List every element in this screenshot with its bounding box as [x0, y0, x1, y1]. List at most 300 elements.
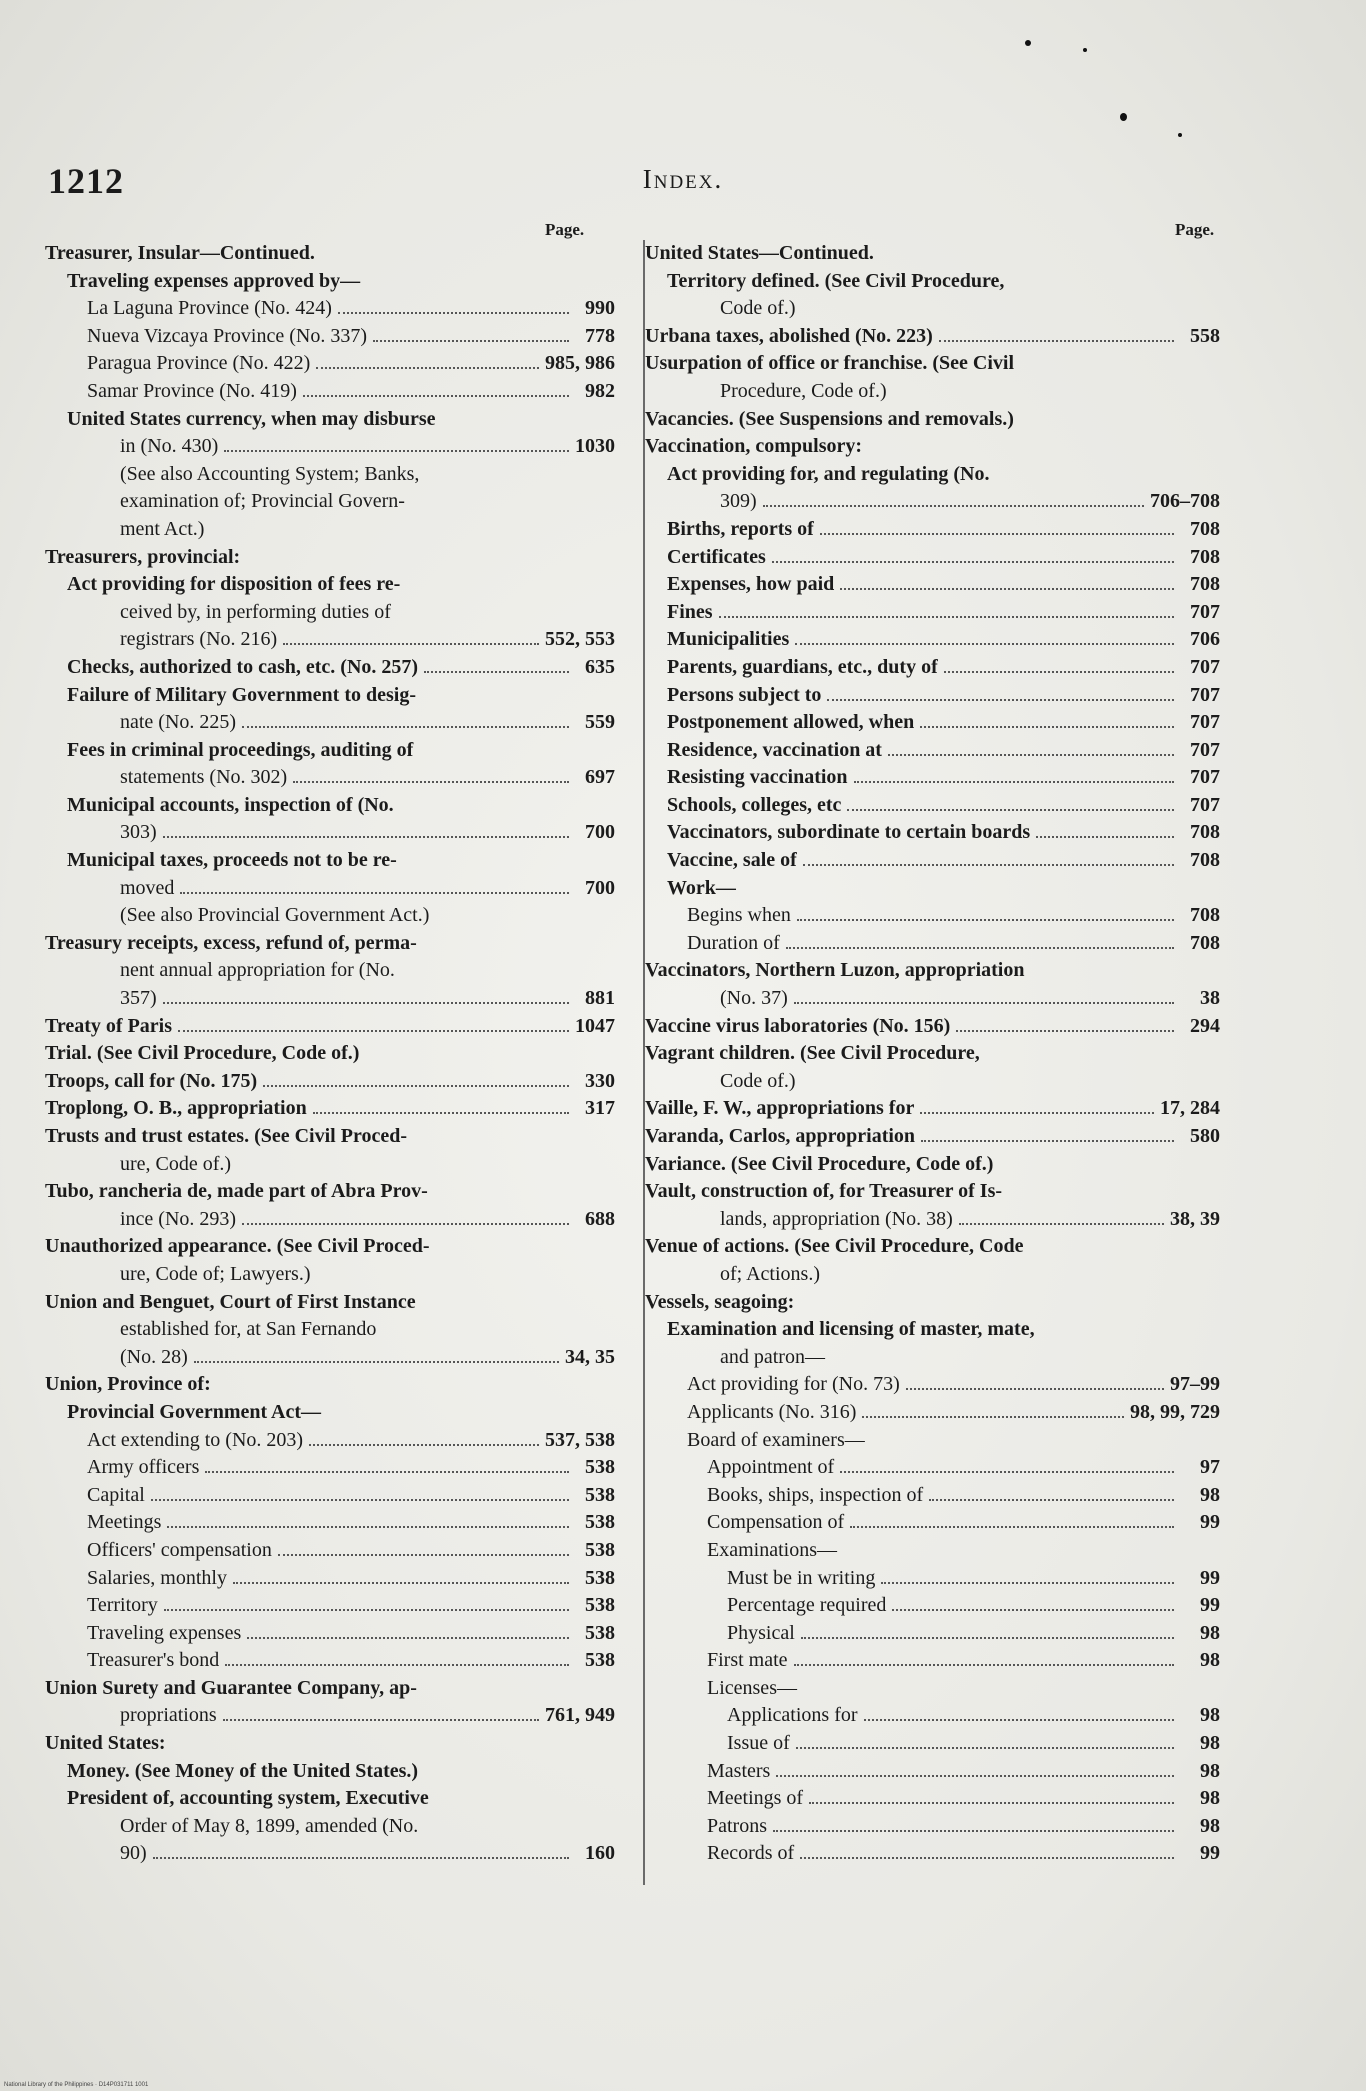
index-entry [645, 1509, 1220, 1537]
index-entry [645, 323, 1220, 351]
index-entry-text: Postponement allowed, when [667, 711, 915, 734]
leader-dots [800, 1857, 1174, 1859]
index-entry [645, 1261, 1220, 1289]
index-entry [45, 599, 615, 627]
index-entry-text: Capital [87, 1483, 145, 1506]
index-entry-page: 330 [585, 1069, 615, 1092]
index-entry [45, 1344, 615, 1372]
index-entry [645, 764, 1220, 792]
index-entry [645, 930, 1220, 958]
index-entry-page: 98 [1200, 1483, 1220, 1506]
index-entry-text: Venue of actions. (See Civil Procedure, Code [645, 1235, 1024, 1258]
index-entry [45, 930, 615, 958]
index-entry-text: Urbana taxes, abolished (No. 223) [645, 324, 933, 347]
index-entry-text: examination of; Provincial Govern- [120, 490, 405, 513]
leader-dots [309, 1444, 539, 1446]
index-entry-page: 99 [1200, 1566, 1220, 1589]
index-entry-text: Checks, authorized to cash, etc. (No. 257) [67, 655, 419, 678]
index-entry [645, 957, 1220, 985]
index-entry-page: 317 [585, 1097, 615, 1120]
leader-dots [424, 671, 569, 673]
index-entry-page: 98 [1200, 1759, 1220, 1782]
leader-dots [772, 561, 1174, 563]
index-entry [645, 516, 1220, 544]
index-entry-page: 688 [585, 1207, 615, 1230]
index-entry-text: Appointment of [707, 1456, 835, 1479]
index-entry-page: 552, 553 [545, 628, 615, 651]
index-entry [45, 1123, 615, 1151]
index-entry [45, 1095, 615, 1123]
index-entry-text: Applications for [727, 1704, 858, 1727]
index-entry-text: Patrons [707, 1814, 767, 1837]
leader-dots [1036, 836, 1174, 838]
leader-dots [801, 1637, 1174, 1639]
leader-dots [233, 1582, 569, 1584]
index-entry [645, 1040, 1220, 1068]
index-entry-text: moved [120, 876, 175, 899]
leader-dots [921, 1140, 1174, 1142]
index-entry [645, 406, 1220, 434]
index-entry [645, 1013, 1220, 1041]
index-entry-page: 98 [1200, 1787, 1220, 1810]
leader-dots [840, 1471, 1174, 1473]
index-entry-text: registrars (No. 216) [120, 628, 278, 651]
index-entry [45, 654, 615, 682]
leader-dots [797, 919, 1174, 921]
left-index-column [45, 240, 615, 1868]
index-entry-page: 708 [1190, 573, 1220, 596]
index-entry [45, 1399, 615, 1427]
index-entry-text: Parents, guardians, etc., duty of [667, 655, 938, 678]
index-entry [45, 1206, 615, 1234]
index-entry-page: 98, 99, 729 [1130, 1400, 1220, 1423]
index-entry-text: Municipal taxes, proceeds not to be re- [67, 849, 397, 872]
index-entry-text: Vaccination, compulsory: [645, 435, 863, 458]
leader-dots [247, 1637, 569, 1639]
index-entry [45, 957, 615, 985]
leader-dots [820, 533, 1174, 535]
leader-dots [929, 1499, 1174, 1501]
index-entry-text: Municipal accounts, inspection of (No. [67, 793, 394, 816]
index-entry-text: Residence, vaccination at [667, 738, 882, 761]
index-entry-text: Unauthorized appearance. (See Civil Proced- [45, 1235, 430, 1258]
index-entry [645, 268, 1220, 296]
index-entry-text: Certificates [667, 545, 766, 568]
leader-dots [316, 367, 539, 369]
index-entry-text: ure, Code of.) [120, 1152, 232, 1175]
index-entry-page: 17, 284 [1160, 1097, 1220, 1120]
ink-speck [1083, 48, 1087, 52]
index-entry [45, 792, 615, 820]
leader-dots [151, 1499, 569, 1501]
index-entry [645, 295, 1220, 323]
index-entry-page: 708 [1190, 904, 1220, 927]
index-entry [645, 654, 1220, 682]
leader-dots [794, 1664, 1174, 1666]
leader-dots [959, 1223, 1164, 1225]
index-entry-page: 537, 538 [545, 1428, 615, 1451]
index-entry-text: Vault, construction of, for Treasurer of Is- [645, 1180, 1003, 1203]
leader-dots [167, 1526, 569, 1528]
index-entry-text: Union and Benguet, Court of First Instance [45, 1290, 416, 1313]
leader-dots [719, 616, 1174, 618]
index-entry-page: 294 [1190, 1014, 1220, 1037]
leader-dots [920, 726, 1174, 728]
index-entry-text: Usurpation of office or franchise. (See Civil [645, 352, 1015, 375]
index-entry-text: Applicants (No. 316) [687, 1400, 857, 1423]
index-entry-page: 707 [1190, 766, 1220, 789]
index-entry-text: ment Act.) [120, 517, 205, 540]
index-entry-text: ince (No. 293) [120, 1207, 237, 1230]
index-entry-page: 708 [1190, 931, 1220, 954]
index-entry [645, 1233, 1220, 1261]
leader-dots [338, 312, 569, 314]
page-number: 1212 [48, 161, 124, 201]
leader-dots [809, 1802, 1174, 1804]
leader-dots [794, 1002, 1174, 1004]
index-entry-page: 778 [585, 324, 615, 347]
index-entry-text: Act extending to (No. 203) [87, 1428, 304, 1451]
index-entry-page: 97–99 [1170, 1373, 1220, 1396]
index-entry [45, 1371, 615, 1399]
index-entry-page: 697 [585, 766, 615, 789]
index-entry [45, 1537, 615, 1565]
index-entry-text: Books, ships, inspection of [707, 1483, 924, 1506]
index-entry-text: Fees in criminal proceedings, auditing of [67, 738, 414, 761]
index-entry-text: Births, reports of [667, 517, 814, 540]
index-entry-text: Act providing for (No. 73) [687, 1373, 900, 1396]
leader-dots [827, 699, 1174, 701]
index-entry [45, 1013, 615, 1041]
index-entry [645, 433, 1220, 461]
leader-dots [163, 836, 569, 838]
leader-dots [263, 1085, 569, 1087]
index-entry-page: 881 [585, 987, 615, 1010]
index-entry-text: Trusts and trust estates. (See Civil Proced- [45, 1125, 407, 1147]
index-entry [45, 1813, 615, 1841]
index-entry [645, 1068, 1220, 1096]
leader-dots [881, 1582, 1174, 1584]
leader-dots [862, 1416, 1124, 1418]
index-entry [645, 985, 1220, 1013]
leader-dots [850, 1526, 1174, 1528]
index-entry-page: 99 [1200, 1594, 1220, 1617]
index-entry-text: United States currency, when may disburse [67, 407, 436, 430]
index-entry [645, 1758, 1220, 1786]
index-entry-page: 708 [1190, 545, 1220, 568]
index-entry-page: 982 [585, 379, 615, 402]
index-entry [645, 1565, 1220, 1593]
index-entry-text: Territory defined. (See Civil Procedure, [667, 269, 1005, 292]
index-entry-text: Troplong, O. B., appropriation [45, 1097, 307, 1120]
index-entry-text: Union Surety and Guarantee Company, ap- [45, 1676, 417, 1699]
index-entry-text: Nueva Vizcaya Province (No. 337) [87, 324, 367, 347]
index-entry-text: Variance. (See Civil Procedure, Code of.) [645, 1152, 994, 1175]
index-entry [45, 819, 615, 847]
index-entry-text: Money. (See Money of the United States.) [67, 1759, 419, 1782]
index-entry-text: nate (No. 225) [120, 711, 237, 734]
index-entry [45, 1675, 615, 1703]
index-entry-text: President of, accounting system, Executive [67, 1787, 429, 1810]
index-entry [45, 1068, 615, 1096]
index-entry [45, 1178, 615, 1206]
leader-dots [180, 892, 569, 894]
index-entry-text: 357) [120, 987, 157, 1010]
index-entry-page: 538 [585, 1594, 615, 1617]
index-entry [645, 1702, 1220, 1730]
index-entry-text: United States—Continued. [645, 242, 874, 264]
index-entry [45, 1565, 615, 1593]
index-entry [645, 1316, 1220, 1344]
leader-dots [773, 1830, 1174, 1832]
index-entry-page: 99 [1200, 1842, 1220, 1865]
index-entry-page: 700 [585, 876, 615, 899]
index-entry [45, 985, 615, 1013]
leader-dots [888, 754, 1174, 756]
index-entry-page: 707 [1190, 738, 1220, 761]
index-entry [645, 1647, 1220, 1675]
index-entry-text: Code of.) [720, 1069, 796, 1092]
index-entry-page: 98 [1200, 1814, 1220, 1837]
index-entry-page: 98 [1200, 1649, 1220, 1672]
index-entry-text: Vaille, F. W., appropriations for [645, 1097, 915, 1120]
index-entry-text: statements (No. 302) [120, 766, 288, 789]
index-entry [45, 875, 615, 903]
index-entry-page: 160 [585, 1842, 615, 1865]
index-entry-page: 1047 [575, 1014, 615, 1037]
index-entry-text: Licenses— [707, 1676, 797, 1699]
index-entry-text: lands, appropriation (No. 38) [720, 1207, 953, 1230]
index-entry-text: United States: [45, 1732, 166, 1755]
leader-dots [864, 1719, 1174, 1721]
index-entry [45, 433, 615, 461]
index-entry-page: 98 [1200, 1732, 1220, 1755]
index-entry [645, 792, 1220, 820]
leader-dots [854, 781, 1174, 783]
index-entry [645, 240, 1220, 268]
index-entry [645, 875, 1220, 903]
index-entry-page: 538 [585, 1621, 615, 1644]
index-entry-page: 707 [1190, 793, 1220, 816]
leader-dots [796, 1747, 1174, 1749]
index-entry [45, 1840, 615, 1868]
leader-dots [956, 1030, 1174, 1032]
leader-dots [278, 1554, 569, 1556]
leader-dots [223, 1719, 539, 1721]
index-entry [645, 1813, 1220, 1841]
index-entry [645, 350, 1220, 378]
leader-dots [163, 1002, 569, 1004]
index-entry-text: Traveling expenses [87, 1621, 242, 1644]
index-entry-page: 558 [1190, 324, 1220, 347]
index-entry [45, 571, 615, 599]
index-entry [45, 1427, 615, 1455]
index-entry [645, 1206, 1220, 1234]
index-entry-text: La Laguna Province (No. 424) [87, 297, 332, 320]
index-entry [45, 847, 615, 875]
index-entry-text: Board of examiners— [687, 1428, 865, 1451]
index-entry [45, 1289, 615, 1317]
index-entry-text: Treasury receipts, excess, refund of, perma- [45, 931, 417, 954]
index-entry [645, 682, 1220, 710]
index-entry [45, 1454, 615, 1482]
index-entry-text: Territory [87, 1594, 158, 1617]
index-entry [45, 461, 615, 489]
index-entry-text: 309) [720, 490, 757, 513]
index-entry-text: established for, at San Fernando [120, 1318, 377, 1341]
index-entry-page: 538 [585, 1511, 615, 1534]
index-entry [645, 1675, 1220, 1703]
index-entry [645, 378, 1220, 406]
index-entry [45, 1758, 615, 1786]
index-entry [45, 1702, 615, 1730]
index-entry-text: nent annual appropriation for (No. [120, 959, 395, 982]
index-entry [45, 1040, 615, 1068]
index-entry [45, 240, 615, 268]
index-entry-text: Officers' compensation [87, 1538, 272, 1561]
index-entry [645, 902, 1220, 930]
index-entry-text: Must be in writing [727, 1566, 876, 1589]
index-entry-text: Schools, colleges, etc [667, 793, 842, 816]
index-entry-page: 985, 986 [545, 352, 615, 375]
index-entry-text: Treasurers, provincial: [45, 545, 241, 568]
index-entry [645, 1620, 1220, 1648]
leader-dots [303, 395, 569, 397]
index-entry-text: Trial. (See Civil Procedure, Code of.) [45, 1042, 360, 1065]
leader-dots [847, 809, 1174, 811]
index-entry [645, 488, 1220, 516]
index-entry-page: 538 [585, 1456, 615, 1479]
index-entry-text: 303) [120, 821, 157, 844]
index-entry-text: Troops, call for (No. 175) [45, 1069, 258, 1092]
index-entry-text: Vagrant children. (See Civil Procedure, [645, 1042, 980, 1065]
footer-stamp: National Library of the Philippines · D14P031711 1001 [4, 2082, 149, 2088]
index-entry-text: Code of.) [720, 297, 796, 320]
index-entry-text: (No. 28) [120, 1345, 188, 1368]
index-entry-text: Traveling expenses approved by— [67, 269, 361, 292]
index-entry-text: First mate [707, 1649, 788, 1672]
leader-dots [939, 340, 1174, 342]
index-entry [645, 1840, 1220, 1868]
leader-dots [803, 864, 1174, 866]
leader-dots [944, 671, 1174, 673]
page-label-left: Page. [545, 220, 585, 239]
index-entry-text: Meetings [87, 1511, 162, 1534]
index-entry-text: and patron— [720, 1345, 825, 1368]
leader-dots [892, 1609, 1174, 1611]
index-entry-text: ure, Code of; Lawyers.) [120, 1262, 311, 1285]
index-entry-text: 90) [120, 1842, 147, 1865]
index-entry-page: 99 [1200, 1511, 1220, 1534]
index-entry-text: Duration of [687, 931, 780, 954]
leader-dots [242, 726, 569, 728]
index-entry-page: 707 [1190, 600, 1220, 623]
index-entry-text: Varanda, Carlos, appropriation [645, 1125, 916, 1147]
index-entry [645, 571, 1220, 599]
index-entry-text: Failure of Military Government to desig- [67, 683, 417, 706]
index-entry-page: 990 [585, 297, 615, 320]
index-entry-text: Work— [667, 876, 736, 899]
index-entry-text: Municipalities [667, 628, 790, 651]
leader-dots [242, 1223, 569, 1225]
index-entry-page: 700 [585, 821, 615, 844]
leader-dots [313, 1112, 569, 1114]
index-entry [645, 737, 1220, 765]
index-entry [45, 406, 615, 434]
index-entry-text: Masters [707, 1759, 771, 1782]
index-entry [645, 709, 1220, 737]
leader-dots [786, 947, 1174, 949]
index-entry-page: 708 [1190, 821, 1220, 844]
index-entry-text: Samar Province (No. 419) [87, 379, 297, 402]
ink-speck [1025, 40, 1031, 46]
index-entry-text: Issue of [727, 1732, 790, 1755]
index-entry [45, 1482, 615, 1510]
index-entry-page: 34, 35 [565, 1345, 615, 1368]
index-entry [45, 516, 615, 544]
index-entry-text: Vaccine, sale of [667, 849, 797, 872]
index-entry-text: Expenses, how paid [667, 573, 835, 596]
index-entry [45, 1261, 615, 1289]
index-entry [45, 323, 615, 351]
leader-dots [178, 1030, 569, 1032]
page-label-right: Page. [1175, 220, 1215, 239]
index-entry [45, 1151, 615, 1179]
index-entry-text: Percentage required [727, 1594, 887, 1617]
index-entry [45, 544, 615, 572]
index-entry-page: 706–708 [1150, 490, 1220, 513]
index-entry-page: 98 [1200, 1621, 1220, 1644]
index-entry [645, 461, 1220, 489]
index-entry [645, 1151, 1220, 1179]
index-entry [645, 1371, 1220, 1399]
index-entry-page: 1030 [575, 435, 615, 458]
leader-dots [293, 781, 569, 783]
leader-dots [920, 1112, 1154, 1114]
leader-dots [906, 1388, 1164, 1390]
index-entry-page: 707 [1190, 711, 1220, 734]
leader-dots [224, 450, 569, 452]
index-entry [45, 902, 615, 930]
index-entry-text: Act providing for, and regulating (No. [667, 462, 990, 485]
index-entry-text: Begins when [687, 904, 791, 927]
index-entry-text: Provincial Government Act— [67, 1400, 322, 1423]
index-entry-text: Meetings of [707, 1787, 804, 1810]
index-entry [45, 626, 615, 654]
index-entry-page: 706 [1190, 628, 1220, 651]
leader-dots [194, 1361, 559, 1363]
index-entry-page: 538 [585, 1538, 615, 1561]
leader-dots [373, 340, 569, 342]
index-entry-text: Treasurer, Insular—Continued. [45, 242, 315, 264]
index-entry-text: in (No. 430) [120, 435, 219, 458]
leader-dots [153, 1857, 569, 1859]
index-entry [45, 488, 615, 516]
running-head: Index. [642, 164, 724, 194]
index-entry [645, 1095, 1220, 1123]
index-entry-text: Records of [707, 1842, 795, 1865]
index-entry [45, 1647, 615, 1675]
index-entry-text: (No. 37) [720, 987, 788, 1010]
index-entry [645, 1123, 1220, 1151]
index-entry-page: 580 [1190, 1125, 1220, 1147]
index-entry [645, 1482, 1220, 1510]
index-entry-text: Treaty of Paris [45, 1014, 173, 1037]
index-entry-text: Treasurer's bond [87, 1649, 220, 1672]
index-entry [645, 544, 1220, 572]
index-entry [45, 737, 615, 765]
index-entry-page: 38 [1200, 987, 1220, 1010]
